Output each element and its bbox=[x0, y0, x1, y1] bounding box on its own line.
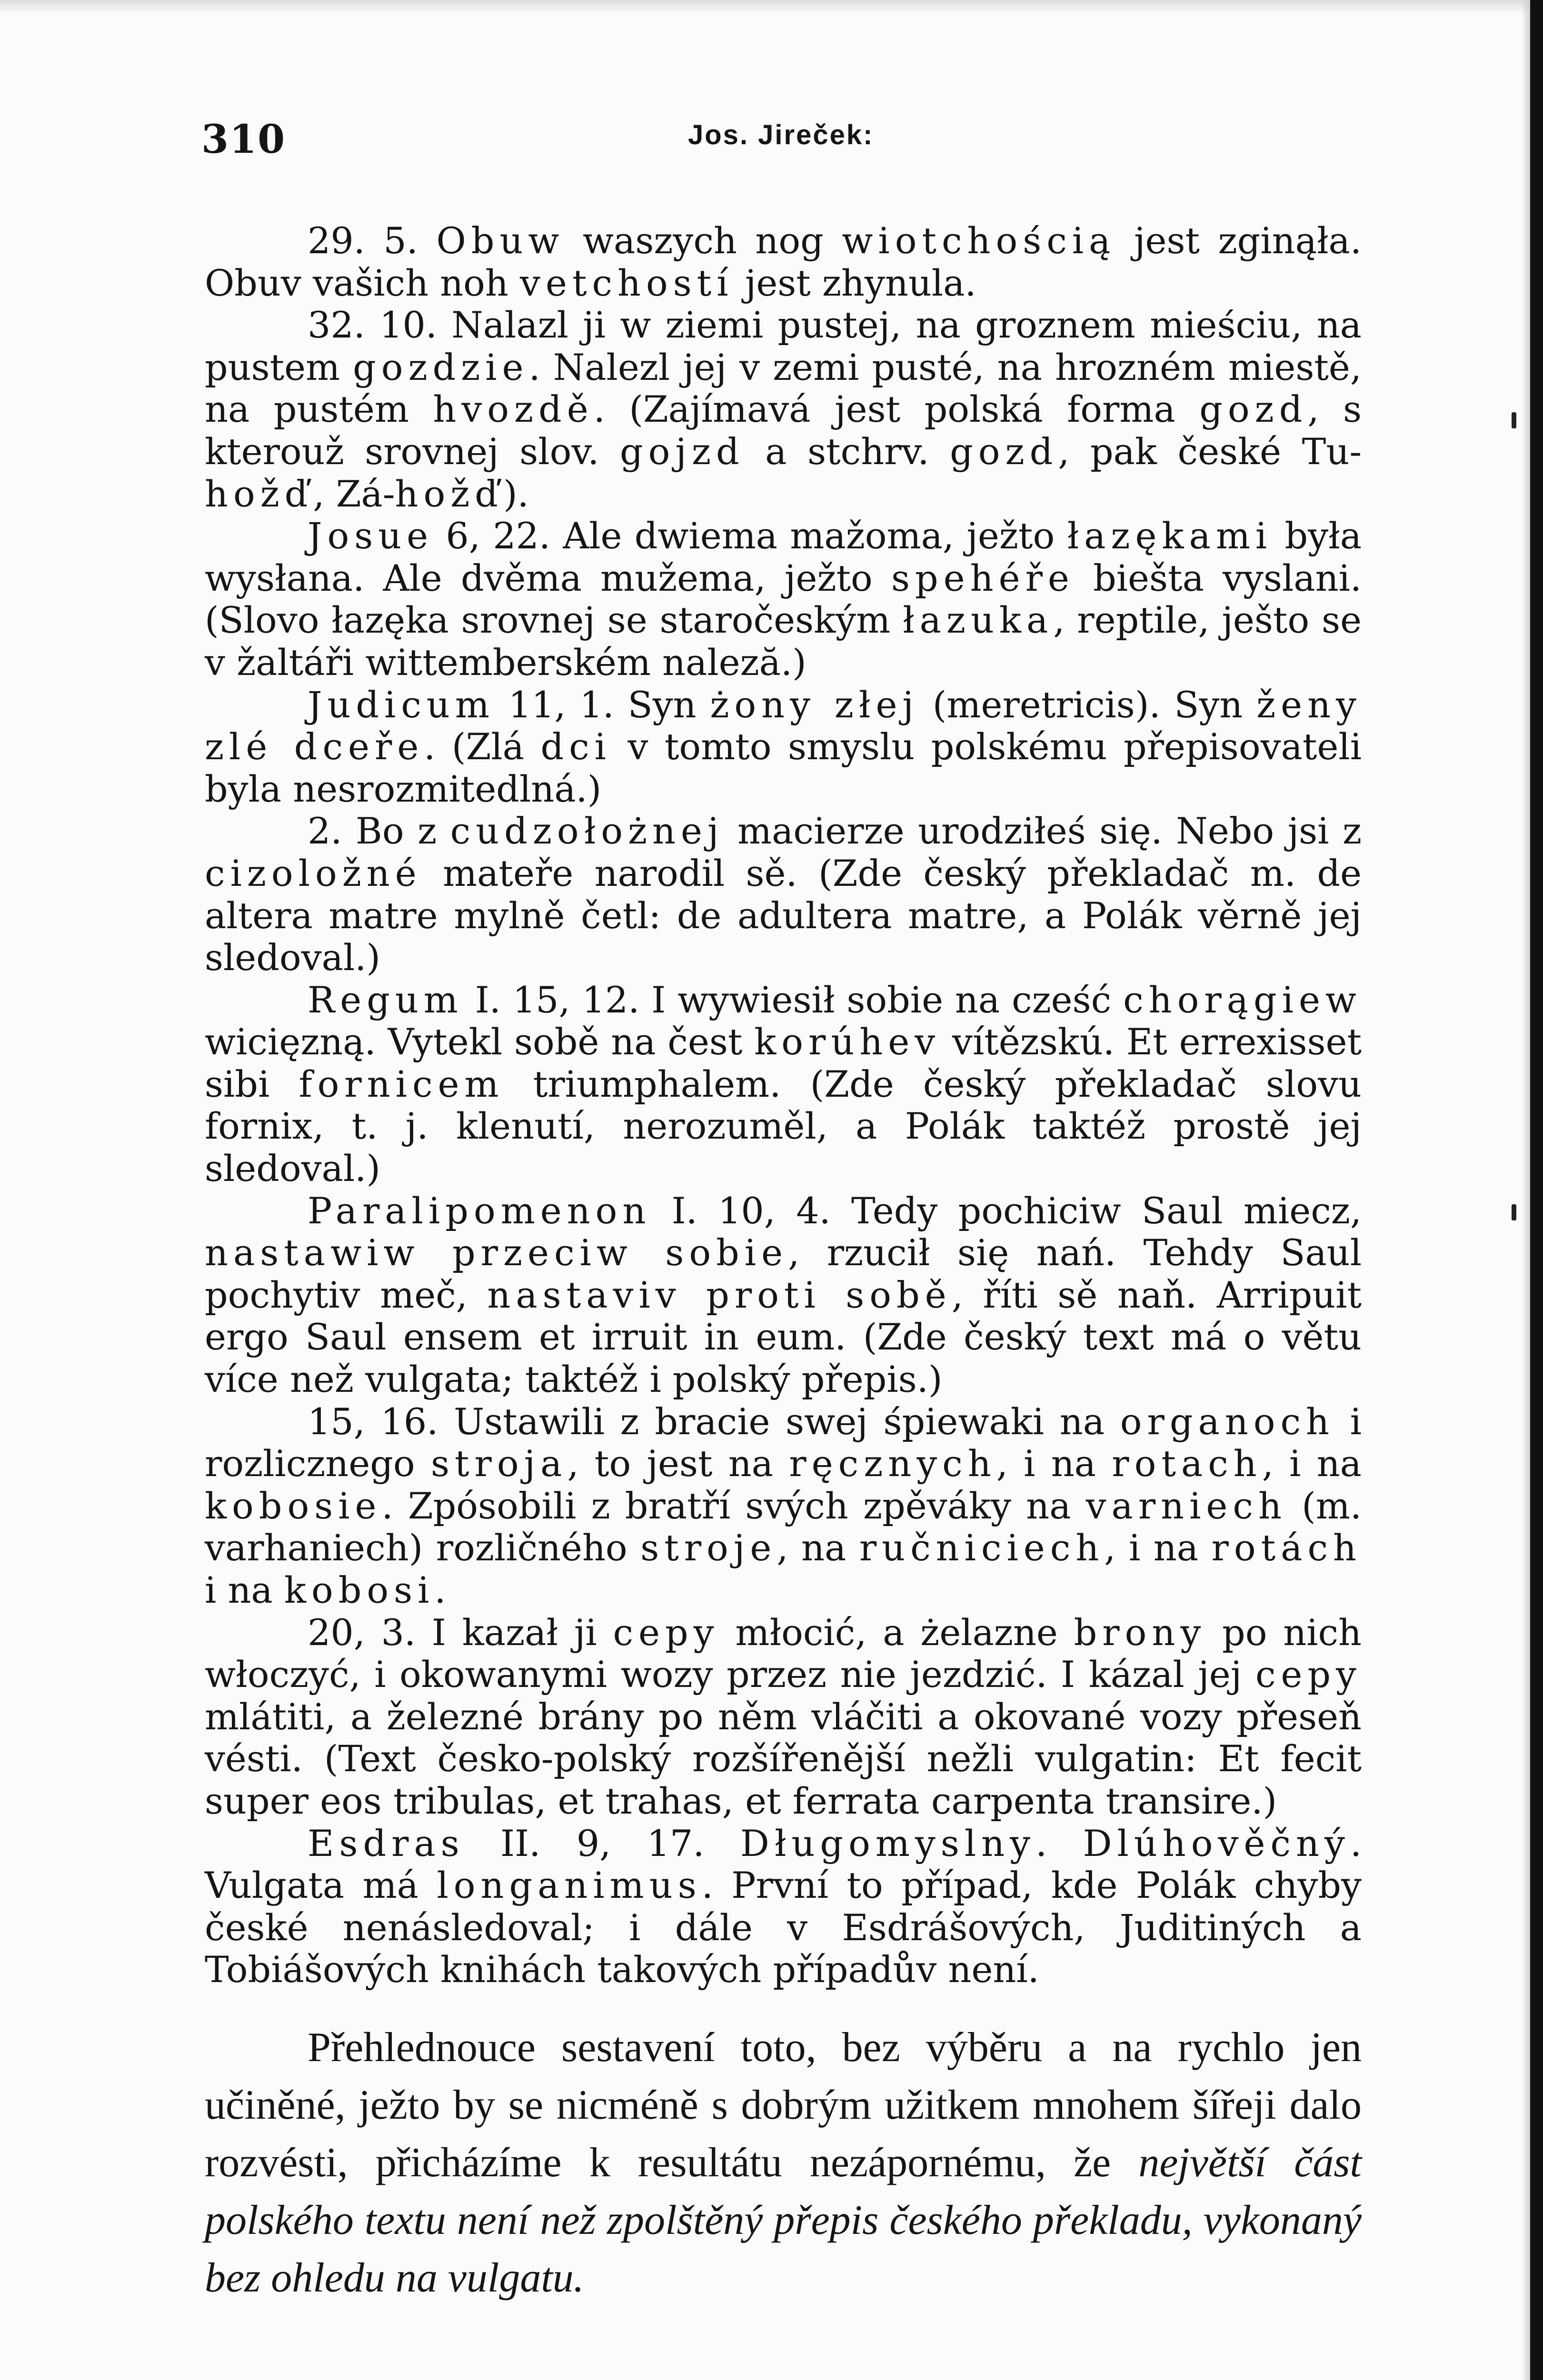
text-run: . (Zlá bbox=[424, 725, 541, 768]
spaced-term: dci bbox=[540, 725, 611, 768]
text-run: , s kterouž srovnej slov. bbox=[205, 388, 1362, 473]
spaced-term: varniech bbox=[1085, 1484, 1287, 1527]
text-run: vítězskú. Et errexisset sibi bbox=[205, 1021, 1362, 1105]
spaced-term: gozd bbox=[950, 430, 1058, 473]
text-run: i rozlicznego bbox=[205, 1400, 1362, 1485]
text-run: biešta vyslani. (Slovo łazęka srovnej se staročeským bbox=[205, 556, 1362, 642]
text-run: , i na bbox=[1104, 1527, 1212, 1569]
spaced-term: cizoložné bbox=[205, 852, 422, 894]
text-run: I. 15, 12. I wywiesił sobie na cześć bbox=[463, 978, 1124, 1021]
spaced-term: nastaviv proti sobě bbox=[487, 1273, 952, 1316]
body-paragraph bbox=[205, 684, 1362, 811]
text-run: 29. 5. bbox=[308, 219, 437, 262]
text-block bbox=[205, 220, 1362, 2349]
spaced-term: Dlúhověčný bbox=[1083, 1822, 1350, 1864]
spaced-term: żony złej bbox=[710, 683, 919, 726]
spaced-term: Paralipomenon bbox=[308, 1189, 651, 1232]
spaced-term: Regum bbox=[308, 978, 463, 1021]
spaced-term: gojzd bbox=[620, 430, 745, 473]
text-run: , to jest na bbox=[567, 1442, 789, 1485]
spaced-term: kobosie bbox=[205, 1484, 382, 1527]
spaced-term: łazuka bbox=[902, 599, 1054, 642]
running-head: Jos. Jireček: bbox=[688, 119, 874, 150]
margin-mark bbox=[1512, 412, 1516, 428]
text-run: ). bbox=[503, 472, 529, 515]
text-run: 11, 1. Syn bbox=[494, 683, 710, 726]
spaced-term: vetchostí bbox=[520, 261, 734, 304]
spaced-term: stroja bbox=[430, 1442, 567, 1485]
spaced-term: cepy bbox=[1255, 1653, 1362, 1696]
spaced-term: chorągiew bbox=[1123, 978, 1362, 1021]
text-run: po nich włoczyć, i okowanymi wozy przez nie jezdzić. I kázal jej bbox=[205, 1611, 1362, 1696]
text-run: , reptile, ješto se v žaltáři wittemberském naleză.) bbox=[205, 599, 1362, 684]
text-run: 20, 3. I kazał ji bbox=[308, 1611, 613, 1654]
spaced-term: Długomyslny bbox=[740, 1822, 1036, 1864]
body-paragraph bbox=[205, 220, 1362, 304]
body-paragraph bbox=[205, 979, 1362, 1190]
margin-mark bbox=[1512, 1204, 1516, 1220]
spaced-term: rotach bbox=[1112, 1442, 1262, 1485]
spaced-term: organoch bbox=[1120, 1400, 1334, 1443]
spaced-term: brony bbox=[1074, 1611, 1206, 1654]
text-run: . Zpósobili z bratří svých zpěváky na bbox=[381, 1484, 1086, 1527]
spaced-term: wiotchością bbox=[842, 219, 1116, 262]
spaced-term: Josue bbox=[308, 515, 434, 557]
body-paragraph bbox=[205, 515, 1362, 684]
spaced-term: rotách bbox=[1211, 1527, 1362, 1569]
text-run: . bbox=[434, 1569, 446, 1611]
text-run: młocić, a żelazne bbox=[719, 1611, 1074, 1654]
text-run: 32. 10. Nalazl ji w ziemi pustej, na groznem mieściu, na pustem bbox=[205, 304, 1362, 388]
text-run: (meretricis). Syn bbox=[919, 683, 1257, 726]
page-number: 310 bbox=[201, 117, 286, 162]
spaced-term: longanimus bbox=[437, 1864, 702, 1907]
text-run: 15, 16. Ustawili z bracie swej śpiewaki na bbox=[308, 1400, 1120, 1443]
text-run: 6, 22. Ale dwiema mažoma, ježto bbox=[433, 515, 1067, 557]
text-run: . Nalezl jej v zemi pusté, na hrozném miestě, na pustém bbox=[205, 346, 1362, 431]
text-run: , pak české Tu- bbox=[1058, 430, 1362, 473]
conclusion-paragraph bbox=[205, 2019, 1362, 2307]
spaced-term: gozd bbox=[1199, 388, 1308, 431]
text-run: 2. Bo z bbox=[308, 810, 450, 853]
spaced-term: łazękami bbox=[1067, 515, 1273, 557]
body-paragraph bbox=[205, 304, 1362, 515]
spaced-term: ženy zlé dceře bbox=[205, 683, 1362, 768]
text-run: była wysłana. Ale dvěma mužema, ježto bbox=[205, 515, 1362, 599]
body-paragraph bbox=[205, 1401, 1362, 1612]
text-run: triumphalem. (Zde český překladač slovu fornix, t. j. klenutí, nerozuměl, a Polák taktéž prostě jej sledoval.) bbox=[205, 1062, 1362, 1190]
text-run: . Vulgata má bbox=[205, 1822, 1362, 1907]
spaced-term: ręcznych bbox=[789, 1442, 996, 1485]
text-run: macierze urodziłeś się. Nebo jsi z bbox=[724, 810, 1362, 853]
body-paragraph bbox=[205, 1190, 1362, 1401]
text-run: v tomto smyslu polskému přepisovateli byla nesrozmitedlná.) bbox=[205, 725, 1362, 810]
spaced-term: spehéře bbox=[891, 556, 1075, 599]
spaced-term: Esdras bbox=[308, 1822, 465, 1864]
text-run: , na bbox=[776, 1527, 859, 1569]
text-run: a stchrv. bbox=[744, 430, 950, 473]
text-run: jest zginąła. Obuv vašich noh bbox=[205, 219, 1362, 304]
scan-right-shadow bbox=[1522, 0, 1530, 2380]
text-run: , rzucił się nań. Tehdy Saul pochytiv meč, bbox=[205, 1231, 1362, 1316]
paragraph-list bbox=[205, 220, 1362, 1991]
text-run: mlátiti, a železné brány po něm vláčiti a okované vozy přeseň vésti. (Text česko-polský rozšířenější nežli vulgatin: Et fecit super eos tribulas, et trahas, et ferrata carpenta transire.) bbox=[205, 1695, 1362, 1822]
spaced-term: hožď bbox=[205, 472, 313, 515]
spaced-term: fornicem bbox=[299, 1062, 504, 1105]
body-paragraph bbox=[205, 1823, 1362, 1991]
scan-right-edge bbox=[1530, 0, 1543, 2380]
text-run: . bbox=[1035, 1822, 1083, 1864]
text-run: I. 10, 4. Tedy pochiciw Saul miecz, bbox=[651, 1189, 1362, 1232]
text-run: , říti sě naň. Arripuit ergo Saul ensem et irruit in eum. (Zde český text má o větu více než vulgata; taktéž i polský přepis.) bbox=[205, 1273, 1362, 1401]
spaced-term: hvozdě bbox=[433, 388, 594, 431]
text-run: (m. varhaniech) rozličného bbox=[205, 1484, 1362, 1569]
text-run: II. 9, 17. bbox=[464, 1822, 740, 1864]
spaced-term: cudzołożnej bbox=[450, 810, 724, 853]
text-run: i na bbox=[205, 1569, 284, 1611]
text-run: wicięzną. Vytekl sobě na čest bbox=[205, 1021, 755, 1063]
body-paragraph bbox=[205, 1612, 1362, 1823]
text-run: , i na bbox=[996, 1442, 1112, 1485]
text-run: mateře narodil sě. (Zde český překladač m. de altera matre mylně četl: de adultera matre, a Polák věrně jej sledoval.) bbox=[205, 852, 1362, 979]
text-run: . (Zajímavá jest polská forma bbox=[593, 388, 1200, 431]
spaced-term: nastawiw przeciw sobie bbox=[205, 1231, 788, 1274]
spaced-term: cepy bbox=[613, 1611, 719, 1654]
spaced-term: kobosi bbox=[284, 1569, 435, 1611]
spaced-term: ručniciech bbox=[859, 1527, 1105, 1569]
conclusion-italic-text: největší část polského textu není než zpolštěný přepis českého překladu, vykonaný bez ohledu na vulgatu. bbox=[205, 2139, 1362, 2301]
spaced-term: stroje bbox=[640, 1527, 777, 1569]
text-run: , Zá- bbox=[313, 472, 395, 515]
text-run: , i na bbox=[1262, 1442, 1362, 1485]
scan-top-edge bbox=[0, 0, 1543, 13]
body-paragraph bbox=[205, 810, 1362, 979]
spaced-term: gozdzie bbox=[353, 346, 529, 388]
text-run: jest zhynula. bbox=[733, 261, 976, 304]
spaced-term: Obuw bbox=[436, 219, 565, 262]
text-run: . První to případ, kde Polák chyby české nenásledoval; i dále v Esdrášových, Juditiných a Tobiášových knihách takových případův není. bbox=[205, 1864, 1362, 1991]
spaced-term: Judicum bbox=[308, 683, 495, 726]
spaced-term: korúhev bbox=[754, 1021, 941, 1063]
conclusion-normal-text: Přehlednouce sestavení toto, bez výběru a na rychlo jen učiněné, ježto by se nicméně s dobrým užitkem mnohem šířeji dalo rozvésti, přicházíme k resultátu nezápornému, že bbox=[205, 2024, 1362, 2186]
text-run: waszych nog bbox=[564, 219, 842, 262]
spaced-term: hožď bbox=[395, 472, 503, 515]
